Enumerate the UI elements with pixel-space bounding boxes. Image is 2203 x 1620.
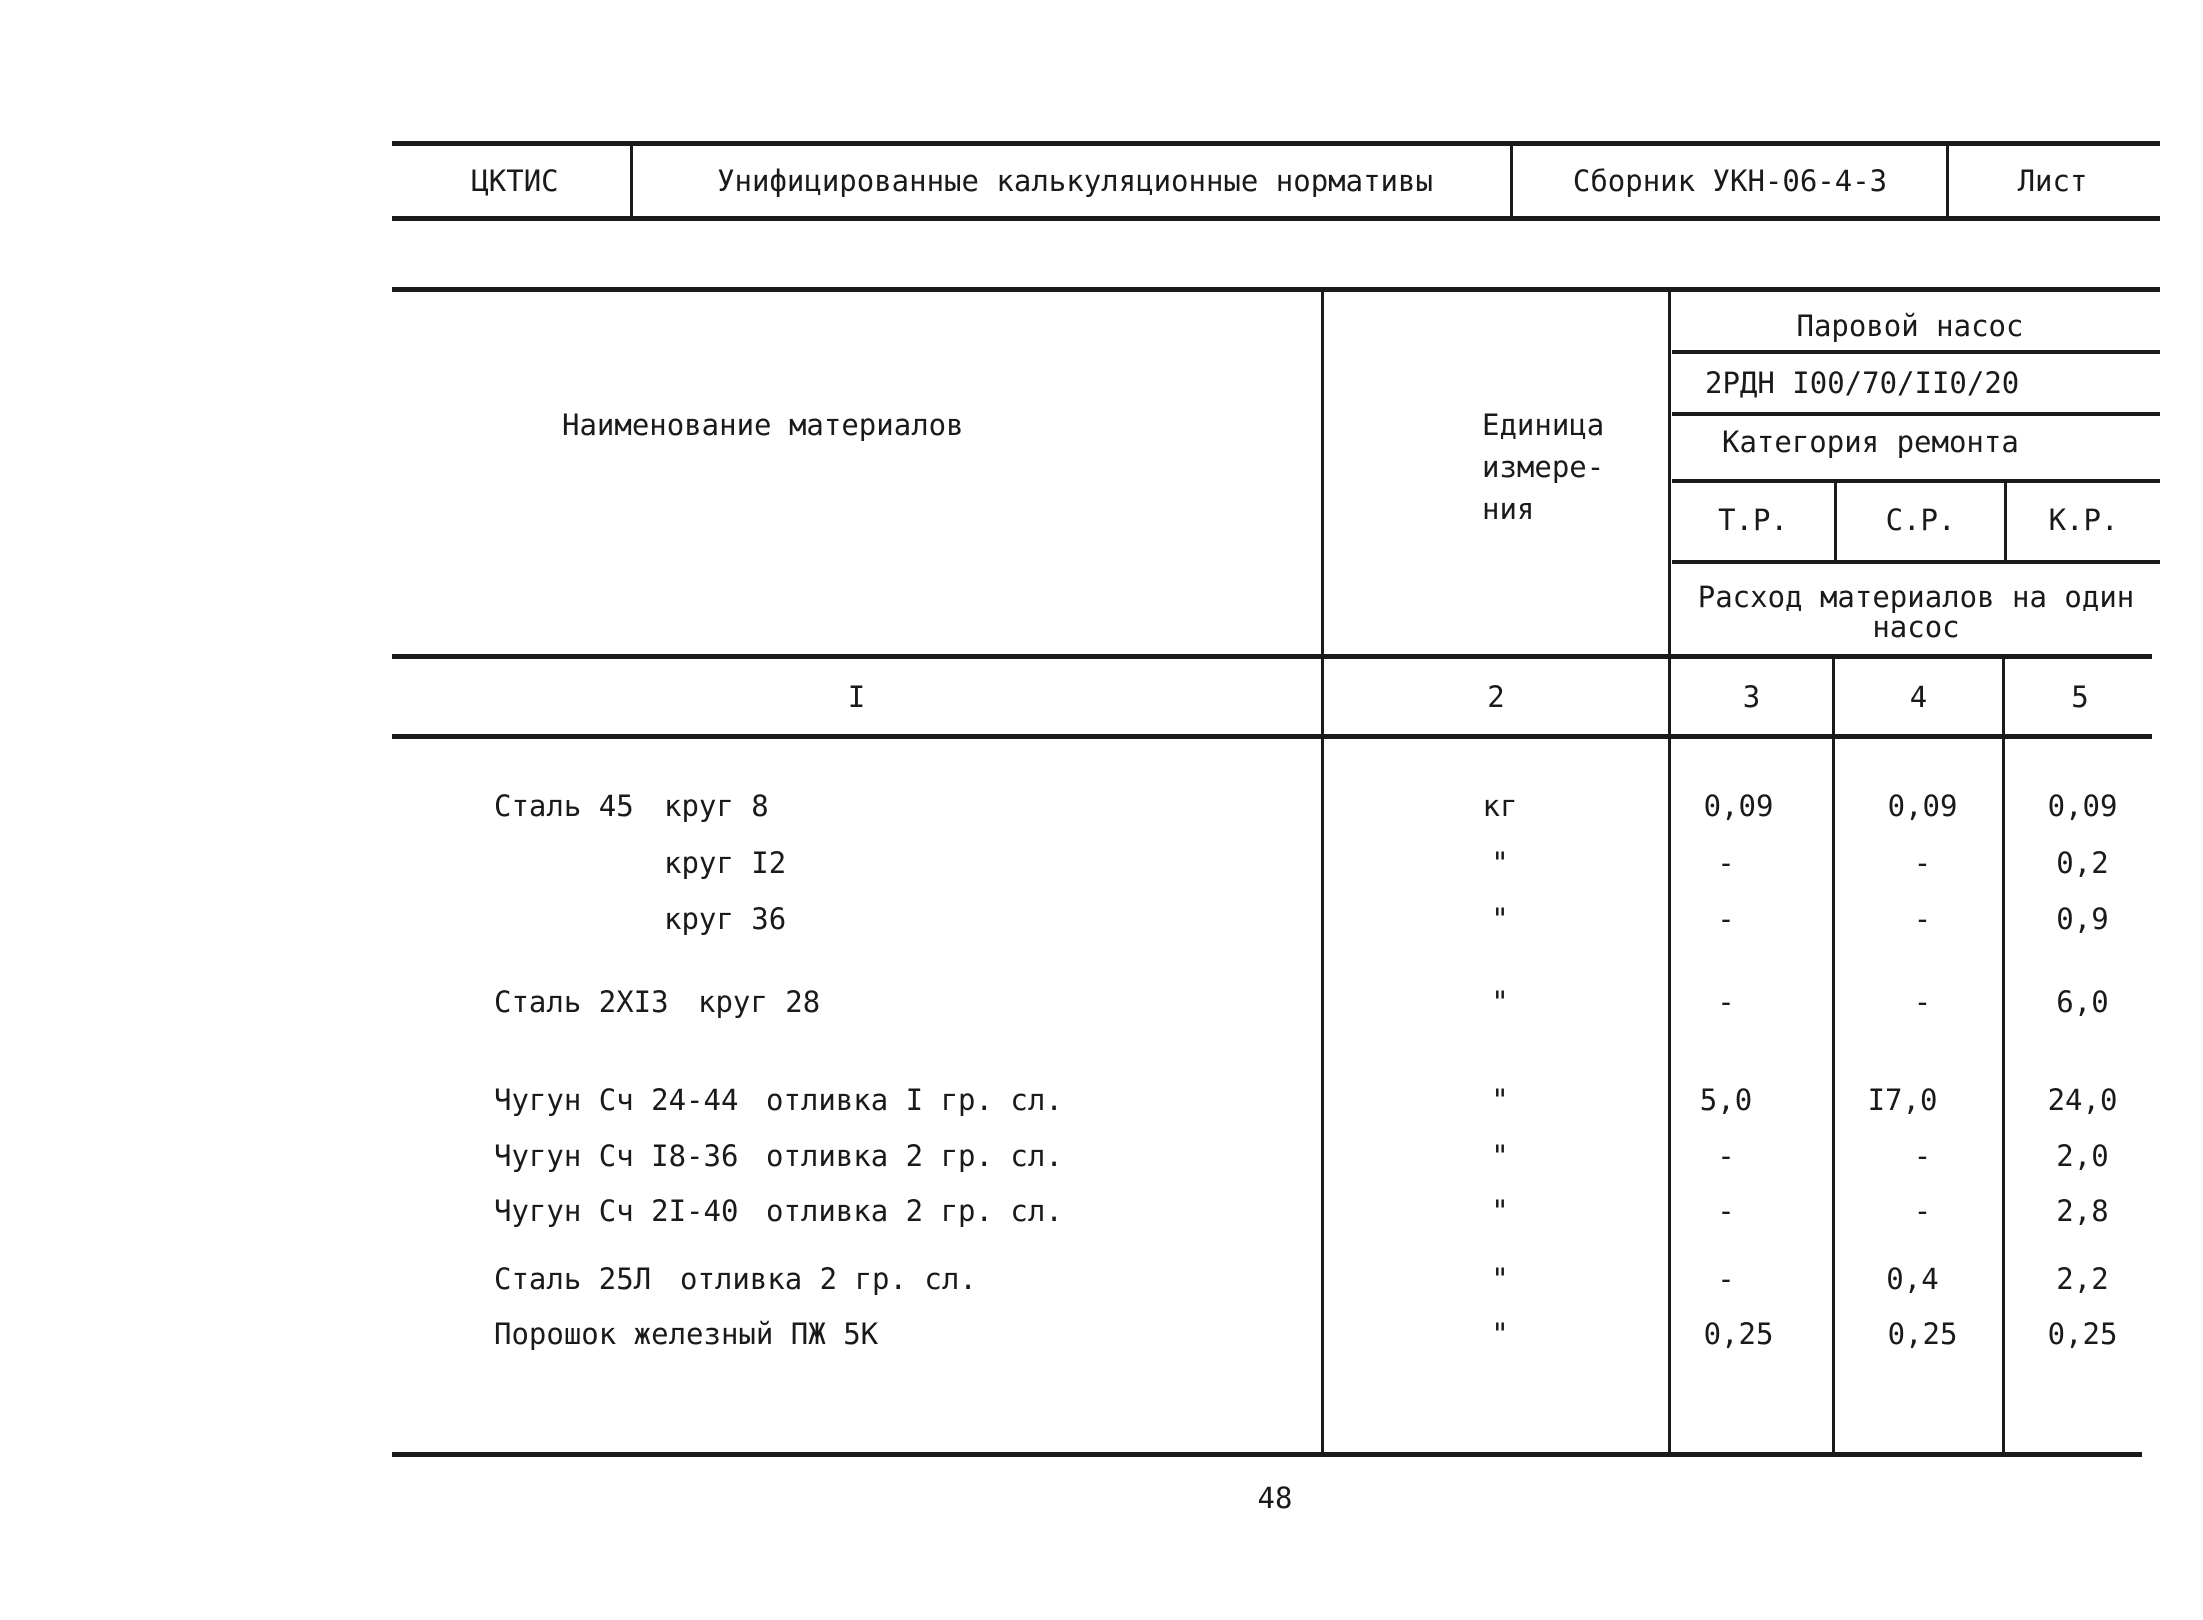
repair-category-rule [1672, 479, 2160, 483]
column-number-2: 2 [1487, 680, 1505, 714]
row-6-kr: 2,8 [2056, 1194, 2109, 1228]
row-0-sr: 0,09 [1887, 789, 1958, 823]
row-7-kr: 2,2 [2056, 1262, 2109, 1296]
row-3-spec: круг 28 [698, 985, 821, 1019]
row-6-unit: " [1491, 1194, 1509, 1228]
col-divider-3-body [1832, 656, 1835, 1455]
table-top-rule [392, 287, 2160, 292]
row-3-kr: 6,0 [2056, 985, 2109, 1019]
page-number: 48 [1257, 1481, 1293, 1515]
row-6-spec: отливка 2 гр. сл. [766, 1194, 1063, 1228]
col-divider-4-body [2002, 656, 2005, 1455]
row-4-sr: I7,0 [1867, 1083, 1938, 1117]
pump-header-rule [1672, 350, 2160, 354]
pump-model: 2РДН I00/70/II0/20 [1705, 366, 2020, 400]
row-5-tr: - [1717, 1139, 1735, 1173]
row-2-unit: " [1491, 902, 1509, 936]
row-0-material: Сталь 45 [494, 789, 634, 823]
row-8-material: Порошок железный ПЖ 5К [494, 1317, 879, 1351]
row-7-sr: 0,4 [1886, 1262, 1939, 1296]
col-divider-1 [1321, 289, 1324, 1455]
header-divider-2 [1510, 143, 1513, 219]
header-collection: Сборник УКН-06-4-3 [1572, 164, 1888, 198]
row-7-spec: отливка 2 гр. сл. [680, 1262, 977, 1296]
column-number-5: 5 [2071, 680, 2089, 714]
repair-types-rule [1672, 560, 2160, 564]
row-6-material: Чугун Сч 2I-40 [494, 1194, 739, 1228]
row-1-kr: 0,2 [2056, 846, 2109, 880]
row-5-kr: 2,0 [2056, 1139, 2109, 1173]
row-0-spec: круг 8 [664, 789, 769, 823]
pump-model-rule [1672, 412, 2160, 416]
row-3-sr: - [1913, 985, 1932, 1019]
header-bottom-rule [392, 216, 2160, 221]
row-8-sr: 0,25 [1887, 1317, 1958, 1351]
row-1-unit: " [1491, 846, 1509, 880]
row-5-material: Чугун Сч I8-36 [494, 1139, 739, 1173]
row-0-tr: 0,09 [1703, 789, 1774, 823]
row-7-unit: " [1491, 1262, 1509, 1296]
table-header-bottom-rule [392, 654, 2152, 659]
header-divider-1 [630, 143, 633, 219]
row-6-tr: - [1717, 1194, 1735, 1228]
header-sheet: Лист [2017, 164, 2088, 198]
header-top-rule [392, 141, 2160, 146]
row-5-sr: - [1913, 1139, 1932, 1173]
consumption-label-line-2: насос [1872, 610, 1960, 644]
repair-type-tr: Т.Р. [1718, 503, 1788, 537]
row-8-tr: 0,25 [1703, 1317, 1774, 1351]
row-2-spec: круг 36 [664, 902, 787, 936]
col2-header-line-2: измере- [1482, 450, 1605, 484]
row-2-sr: - [1913, 902, 1932, 936]
repair-type-sr: С.Р. [1885, 503, 1956, 537]
row-4-tr: 5,0 [1699, 1083, 1753, 1117]
row-5-unit: " [1491, 1139, 1509, 1173]
row-7-material: Сталь 25Л [494, 1262, 652, 1296]
row-5-spec: отливка 2 гр. сл. [766, 1139, 1063, 1173]
repair-type-kr: К.Р. [2048, 503, 2119, 537]
col2-header-line-1: Единица [1482, 408, 1605, 442]
row-4-spec: отливка I гр. сл. [766, 1083, 1063, 1117]
row-3-unit: " [1491, 985, 1509, 1019]
row-0-unit: кг [1482, 789, 1518, 823]
column-number-4: 4 [1909, 680, 1928, 714]
row-1-sr: - [1913, 846, 1932, 880]
row-0-kr: 0,09 [2047, 789, 2118, 823]
header-org: ЦКТИС [471, 164, 559, 198]
row-8-kr: 0,25 [2047, 1317, 2118, 1351]
row-3-material: Сталь 2XI3 [494, 985, 669, 1019]
col1-header: Наименование материалов [562, 408, 964, 442]
row-3-tr: - [1717, 985, 1735, 1019]
row-1-tr: - [1717, 846, 1735, 880]
row-2-tr: - [1717, 902, 1735, 936]
col2-header-line-3: ния [1482, 492, 1535, 526]
table-bottom-rule [392, 1452, 2142, 1457]
row-2-kr: 0,9 [2056, 902, 2109, 936]
column-number-3: 3 [1742, 680, 1761, 714]
row-4-material: Чугун Сч 24-44 [494, 1083, 739, 1117]
row-6-sr: - [1913, 1194, 1932, 1228]
header-divider-3 [1946, 143, 1949, 219]
row-8-unit: " [1491, 1317, 1509, 1351]
repair-category: Категория ремонта [1722, 425, 2019, 459]
row-1-spec: круг I2 [664, 846, 787, 880]
header-title: Унифицированные калькуляционные нормативы [717, 164, 1433, 198]
row-7-tr: - [1717, 1262, 1735, 1296]
table-numbers-bottom-rule [392, 734, 2152, 739]
consumption-label-line-1: Расход материалов на один [1697, 580, 2135, 614]
pump-header: Паровой насос [1796, 309, 2024, 343]
row-4-kr: 24,0 [2047, 1083, 2118, 1117]
column-number-1: I [847, 680, 866, 714]
row-4-unit: " [1491, 1083, 1509, 1117]
